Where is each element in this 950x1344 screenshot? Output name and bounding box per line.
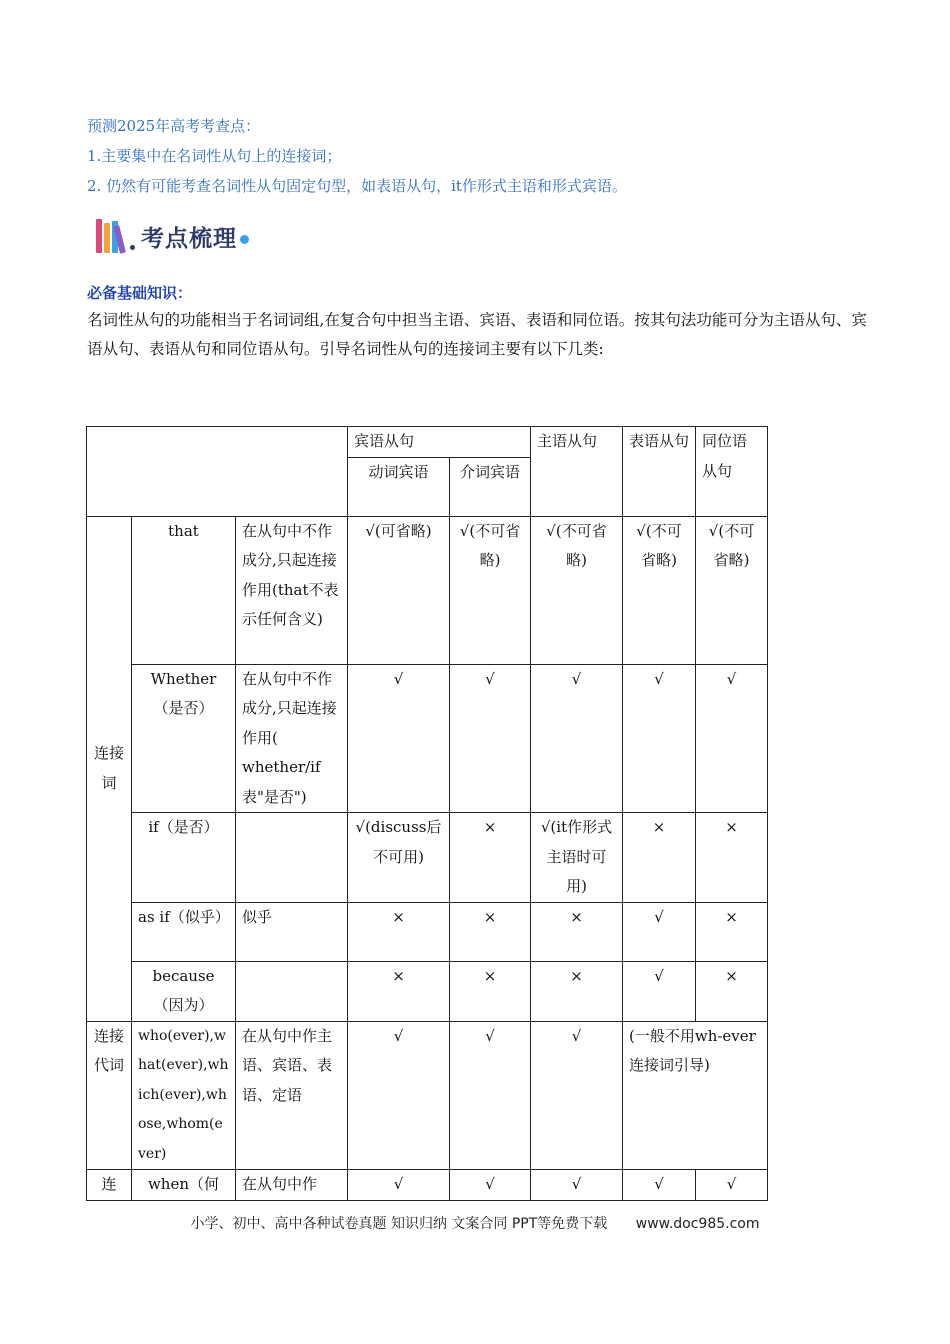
page-footer xyxy=(0,1213,950,1233)
row-that-prep: √(不可省略) xyxy=(450,516,531,664)
row-wh-desc: 在从句中作主语、宾语、表语、定语 xyxy=(236,1021,348,1170)
row-because-desc xyxy=(236,961,348,1021)
row-asif-verb: × xyxy=(348,902,450,961)
row-whether-word: Whether（是否） xyxy=(132,664,236,813)
forecast-title: 预测2025年高考考查点： xyxy=(87,117,261,135)
row-if-pred: × xyxy=(623,813,696,903)
row-when-word: when（何 xyxy=(132,1170,236,1201)
row-because-word: because（因为） xyxy=(132,961,236,1021)
row-whether-desc: 在从句中不作成分,只起连接作用( whether/if表"是否") xyxy=(236,664,348,813)
books-icon xyxy=(96,219,126,253)
section-banner xyxy=(96,216,249,256)
header-predicative-clause: 表语从句 xyxy=(623,427,696,517)
row-that-verb: √(可省略) xyxy=(348,516,450,664)
row-because-pred: √ xyxy=(623,961,696,1021)
header-prep-object: 介词宾语 xyxy=(450,457,531,516)
row-when-desc: 在从句中作 xyxy=(236,1170,348,1201)
row-whether-verb: √ xyxy=(348,664,450,813)
row-because-verb: × xyxy=(348,961,450,1021)
forecast-point-1: 1.主要集中在名词性从句上的连接词； xyxy=(87,147,342,165)
row-when-subj: √ xyxy=(531,1170,623,1201)
row-asif-subj: × xyxy=(531,902,623,961)
section-heading: 必备基础知识： xyxy=(87,284,193,302)
row-wh-prep: √ xyxy=(450,1021,531,1170)
section-paragraph: 名词性从句的功能相当于名词词组,在复合句中担当主语、宾语、表语和同位语。按其句法功能可分为主语从句、宾语从句、表语从句和同位语从句。引导名词性从句的连接词主要有以下几类: xyxy=(87,311,867,358)
row-wh-word: who(ever),what(ever),which(ever),whose,whom(ever) xyxy=(132,1021,236,1170)
row-when-appos: √ xyxy=(696,1170,768,1201)
header-verb-object: 动词宾语 xyxy=(348,457,450,516)
row-wh-verb: √ xyxy=(348,1021,450,1170)
banner-title: 考点梳理 xyxy=(141,225,237,252)
row-if-prep: × xyxy=(450,813,531,903)
conjunction-table xyxy=(86,426,768,1201)
row-wh-pred-appos: (一般不用wh-ever连接词引导) xyxy=(623,1021,768,1170)
row-whether-subj: √ xyxy=(531,664,623,813)
group-label-pronoun: 连接代词 xyxy=(87,1021,132,1170)
banner-dot-left xyxy=(130,245,135,250)
row-because-appos: × xyxy=(696,961,768,1021)
header-object-clause: 宾语从句 xyxy=(348,427,531,458)
row-if-verb: √(discuss后不可用) xyxy=(348,813,450,903)
row-that-appos: √(不可省略) xyxy=(696,516,768,664)
footer-url[interactable]: www.doc985.com xyxy=(635,1216,760,1232)
row-because-subj: × xyxy=(531,961,623,1021)
row-whether-prep: √ xyxy=(450,664,531,813)
row-when-prep: √ xyxy=(450,1170,531,1201)
header-subject-clause: 主语从句 xyxy=(531,427,623,517)
row-asif-pred: √ xyxy=(623,902,696,961)
row-that-word: that xyxy=(132,516,236,664)
row-asif-appos: × xyxy=(696,902,768,961)
row-if-appos: × xyxy=(696,813,768,903)
row-whether-appos: √ xyxy=(696,664,768,813)
row-asif-prep: × xyxy=(450,902,531,961)
header-appositive-clause: 同位语从句 xyxy=(696,427,768,517)
row-if-word: if（是否） xyxy=(132,813,236,903)
row-when-pred: √ xyxy=(623,1170,696,1201)
row-when-verb: √ xyxy=(348,1170,450,1201)
table-header-blank xyxy=(87,427,348,517)
row-if-desc xyxy=(236,813,348,903)
row-asif-word: as if（似乎） xyxy=(132,902,236,961)
row-wh-subj: √ xyxy=(531,1021,623,1170)
forecast-point-2: 2. 仍然有可能考查名词性从句固定句型，如表语从句，it作形式主语和形式宾语。 xyxy=(87,177,627,195)
banner-dot-right xyxy=(240,235,249,244)
row-because-prep: × xyxy=(450,961,531,1021)
group-label-conjunction: 连接词 xyxy=(87,516,132,1021)
row-asif-desc: 似乎 xyxy=(236,902,348,961)
footer-text: 小学、初中、高中各种试卷真题 知识归纳 文案合同 PPT等免费下载 xyxy=(190,1216,608,1232)
row-if-subj: √(it作形式主语时可用) xyxy=(531,813,623,903)
row-that-subj: √(不可省略) xyxy=(531,516,623,664)
group-label-adverb: 连 xyxy=(87,1170,132,1201)
row-whether-pred: √ xyxy=(623,664,696,813)
row-that-pred: √(不可省略) xyxy=(623,516,696,664)
row-that-desc: 在从句中不作成分,只起连接作用(that不表示任何含义) xyxy=(236,516,348,664)
